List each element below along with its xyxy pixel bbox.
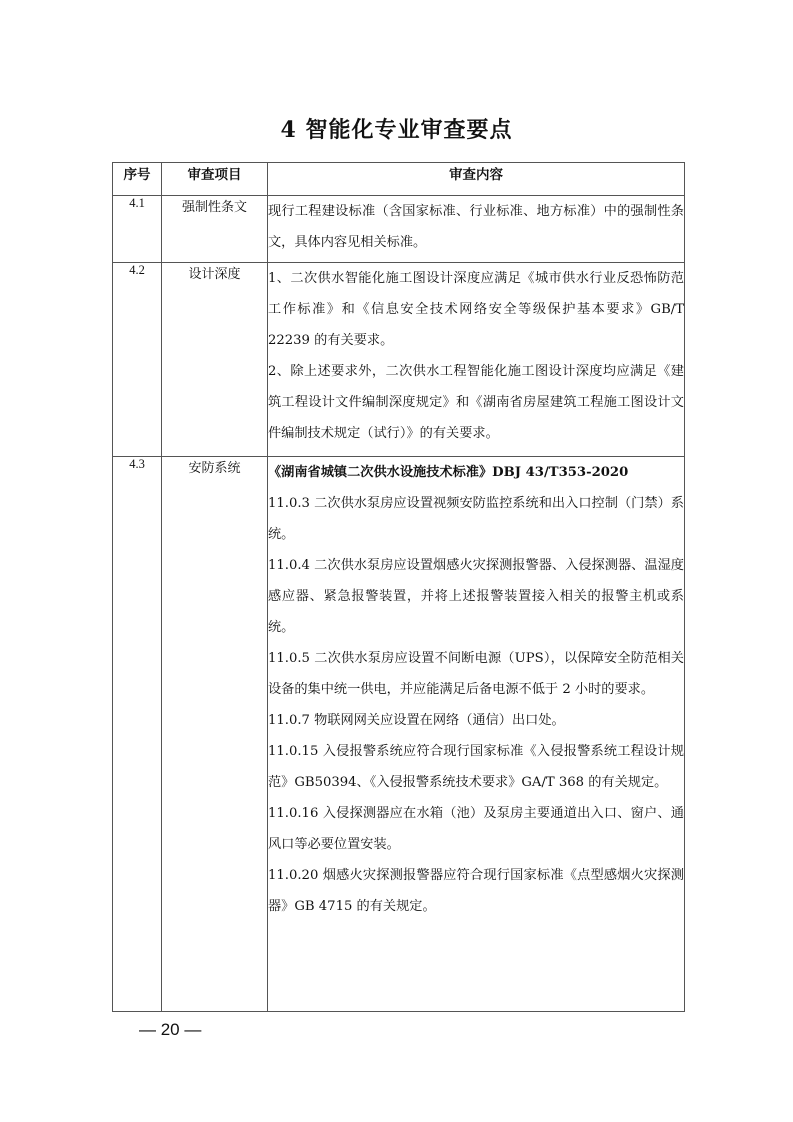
review-table xyxy=(112,162,685,1012)
row-number: 4.1 xyxy=(113,196,162,263)
clause-11-0-5: 11.0.5 二次供水泵房应设置不间断电源（UPS），以保障安全防范相关设备的集中统一供电，并应能满足后备电源不低于 2 小时的要求。 xyxy=(268,651,684,697)
page-number: — 20 — xyxy=(139,1020,202,1039)
header-serial-number: 序号 xyxy=(113,163,162,196)
content-paragraph: 2、除上述要求外，二次供水工程智能化施工图设计深度均应满足《建筑工程设计文件编制深度规定》和《湖南省房屋建筑工程施工图设计文件编制技术规定（试行）》的有关要求。 xyxy=(268,364,684,441)
header-review-item: 审查项目 xyxy=(162,163,268,196)
table-row xyxy=(113,457,685,1012)
clause-11-0-4: 11.0.4 二次供水泵房应设置烟感火灾探测报警器、入侵探测器、温湿度感应器、紧急报警装置，并将上述报警装置接入相关的报警主机或系统。 xyxy=(268,558,684,635)
page-title: 4 智能化专业审查要点 xyxy=(280,117,513,143)
standard-title: 《湖南省城镇二次供水设施技术标准》DBJ 43/T353-2020 xyxy=(268,465,629,480)
table-row xyxy=(113,263,685,457)
row-content xyxy=(268,263,685,457)
content-paragraph: 现行工程建设标准（含国家标准、行业标准、地方标准）中的强制性条文，具体内容见相关标准。 xyxy=(268,204,684,250)
header-review-content: 审查内容 xyxy=(268,163,685,196)
clause-11-0-16: 11.0.16 入侵探测器应在水箱（池）及泵房主要通道出入口、窗户、通风口等必要位置安装。 xyxy=(268,806,684,852)
clause-11-0-15: 11.0.15 入侵报警系统应符合现行国家标准《入侵报警系统工程设计规范》GB50394、《入侵报警系统技术要求》GA/T 368 的有关规定。 xyxy=(268,744,684,790)
clause-11-0-3: 11.0.3 二次供水泵房应设置视频安防监控系统和出入口控制（门禁）系统。 xyxy=(268,496,684,542)
row-number: 4.3 xyxy=(113,457,162,1012)
table-row xyxy=(113,196,685,263)
row-item: 强制性条文 xyxy=(162,196,268,263)
row-item: 设计深度 xyxy=(162,263,268,457)
table-header-row xyxy=(113,163,685,196)
row-item: 安防系统 xyxy=(162,457,268,1012)
clause-11-0-20: 11.0.20 烟感火灾探测报警器应符合现行国家标准《点型感烟火灾探测器》GB 4715 的有关规定。 xyxy=(268,868,684,914)
content-paragraph: 1、二次供水智能化施工图设计深度应满足《城市供水行业反恐怖防范工作标准》和《信息安全技术网络安全等级保护基本要求》GB/T 22239 的有关要求。 xyxy=(268,271,684,348)
row-content xyxy=(268,457,685,1012)
clause-11-0-7: 11.0.7 物联网网关应设置在网络（通信）出口处。 xyxy=(268,713,565,728)
row-number: 4.2 xyxy=(113,263,162,457)
row-content xyxy=(268,196,685,263)
